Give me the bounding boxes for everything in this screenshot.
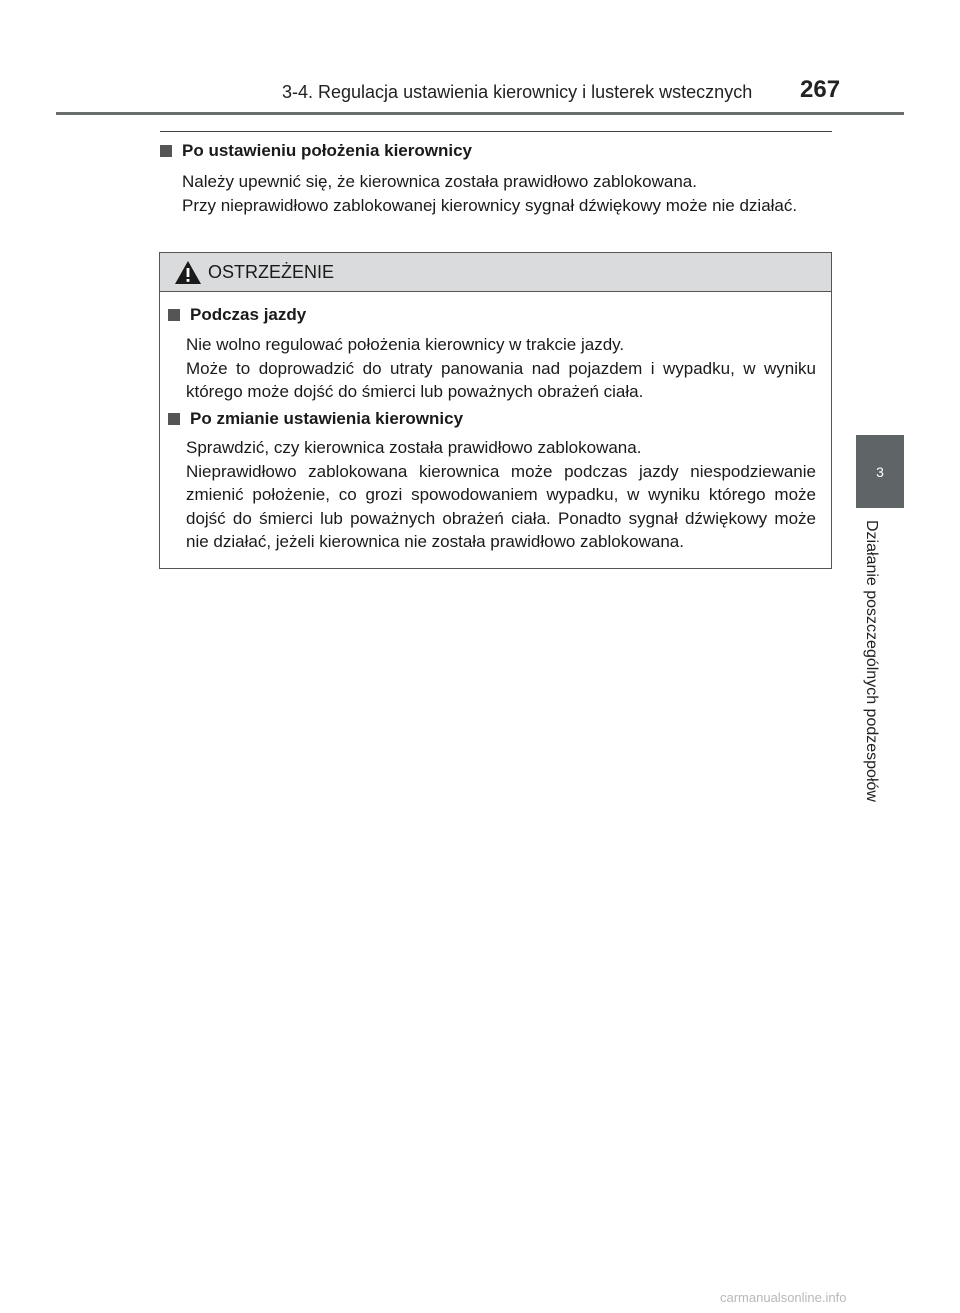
warning-item-heading [168,409,463,429]
header-rule [56,112,904,115]
watermark: carmanualsonline.info [720,1290,847,1305]
page-number: 267 [800,76,841,103]
warning-line: Nieprawidłowo zablokowana kierownica może podczas jazdy niespodziewanie zmienić położenie, co grozi spowodowaniem wypadku, w wyniku którego może dojść do śmierci lub poważnych obrażeń ciała. Ponadto sygnał dźwiękowy może nie działać, jeżeli kierownica nie została prawidłowo zablokowana. [186,461,816,551]
warning-triangle-icon [174,260,202,285]
section-line: Należy upewnić się, że kierownica została prawidłowo zablokowana. [182,172,697,191]
section-body [182,170,832,217]
chapter-tab [856,435,904,508]
header-title: 3-4. Regulacja ustawienia kierownicy i lusterek wstecznych [282,82,753,102]
section-rule [160,131,832,132]
warning-title: OSTRZEŻENIE [208,261,335,282]
warning-line: Może to doprowadzić do utraty panowania nad pojazdem i wypadku, w wyniku którego może dojść do śmierci lub poważnych obrażeń ciała. [186,358,816,401]
warning-item-body [186,333,816,404]
warning-header [160,253,831,292]
square-bullet-icon [168,309,180,321]
chapter-label: Działanie poszczególnych podzespołów [863,520,880,802]
warning-line: Nie wolno regulować położenia kierownicy w trakcie jazdy. [186,335,625,354]
square-bullet-icon [168,413,180,425]
section-line: Przy nieprawidłowo zablokowanej kierownicy sygnał dźwiękowy może nie działać. [182,195,798,215]
square-bullet-icon [160,145,172,157]
warning-item-heading [168,305,306,325]
section-heading [160,141,472,161]
chapter-number: 3 [876,463,884,480]
section-heading-text: Po ustawieniu położenia kierownicy [182,141,473,160]
warning-line: Sprawdzić, czy kierownica została prawidłowo zablokowana. [186,438,642,457]
warning-item-heading-text: Po zmianie ustawienia kierownicy [190,409,464,428]
warning-item-heading-text: Podczas jazdy [190,305,307,324]
warning-item-body [186,436,816,554]
